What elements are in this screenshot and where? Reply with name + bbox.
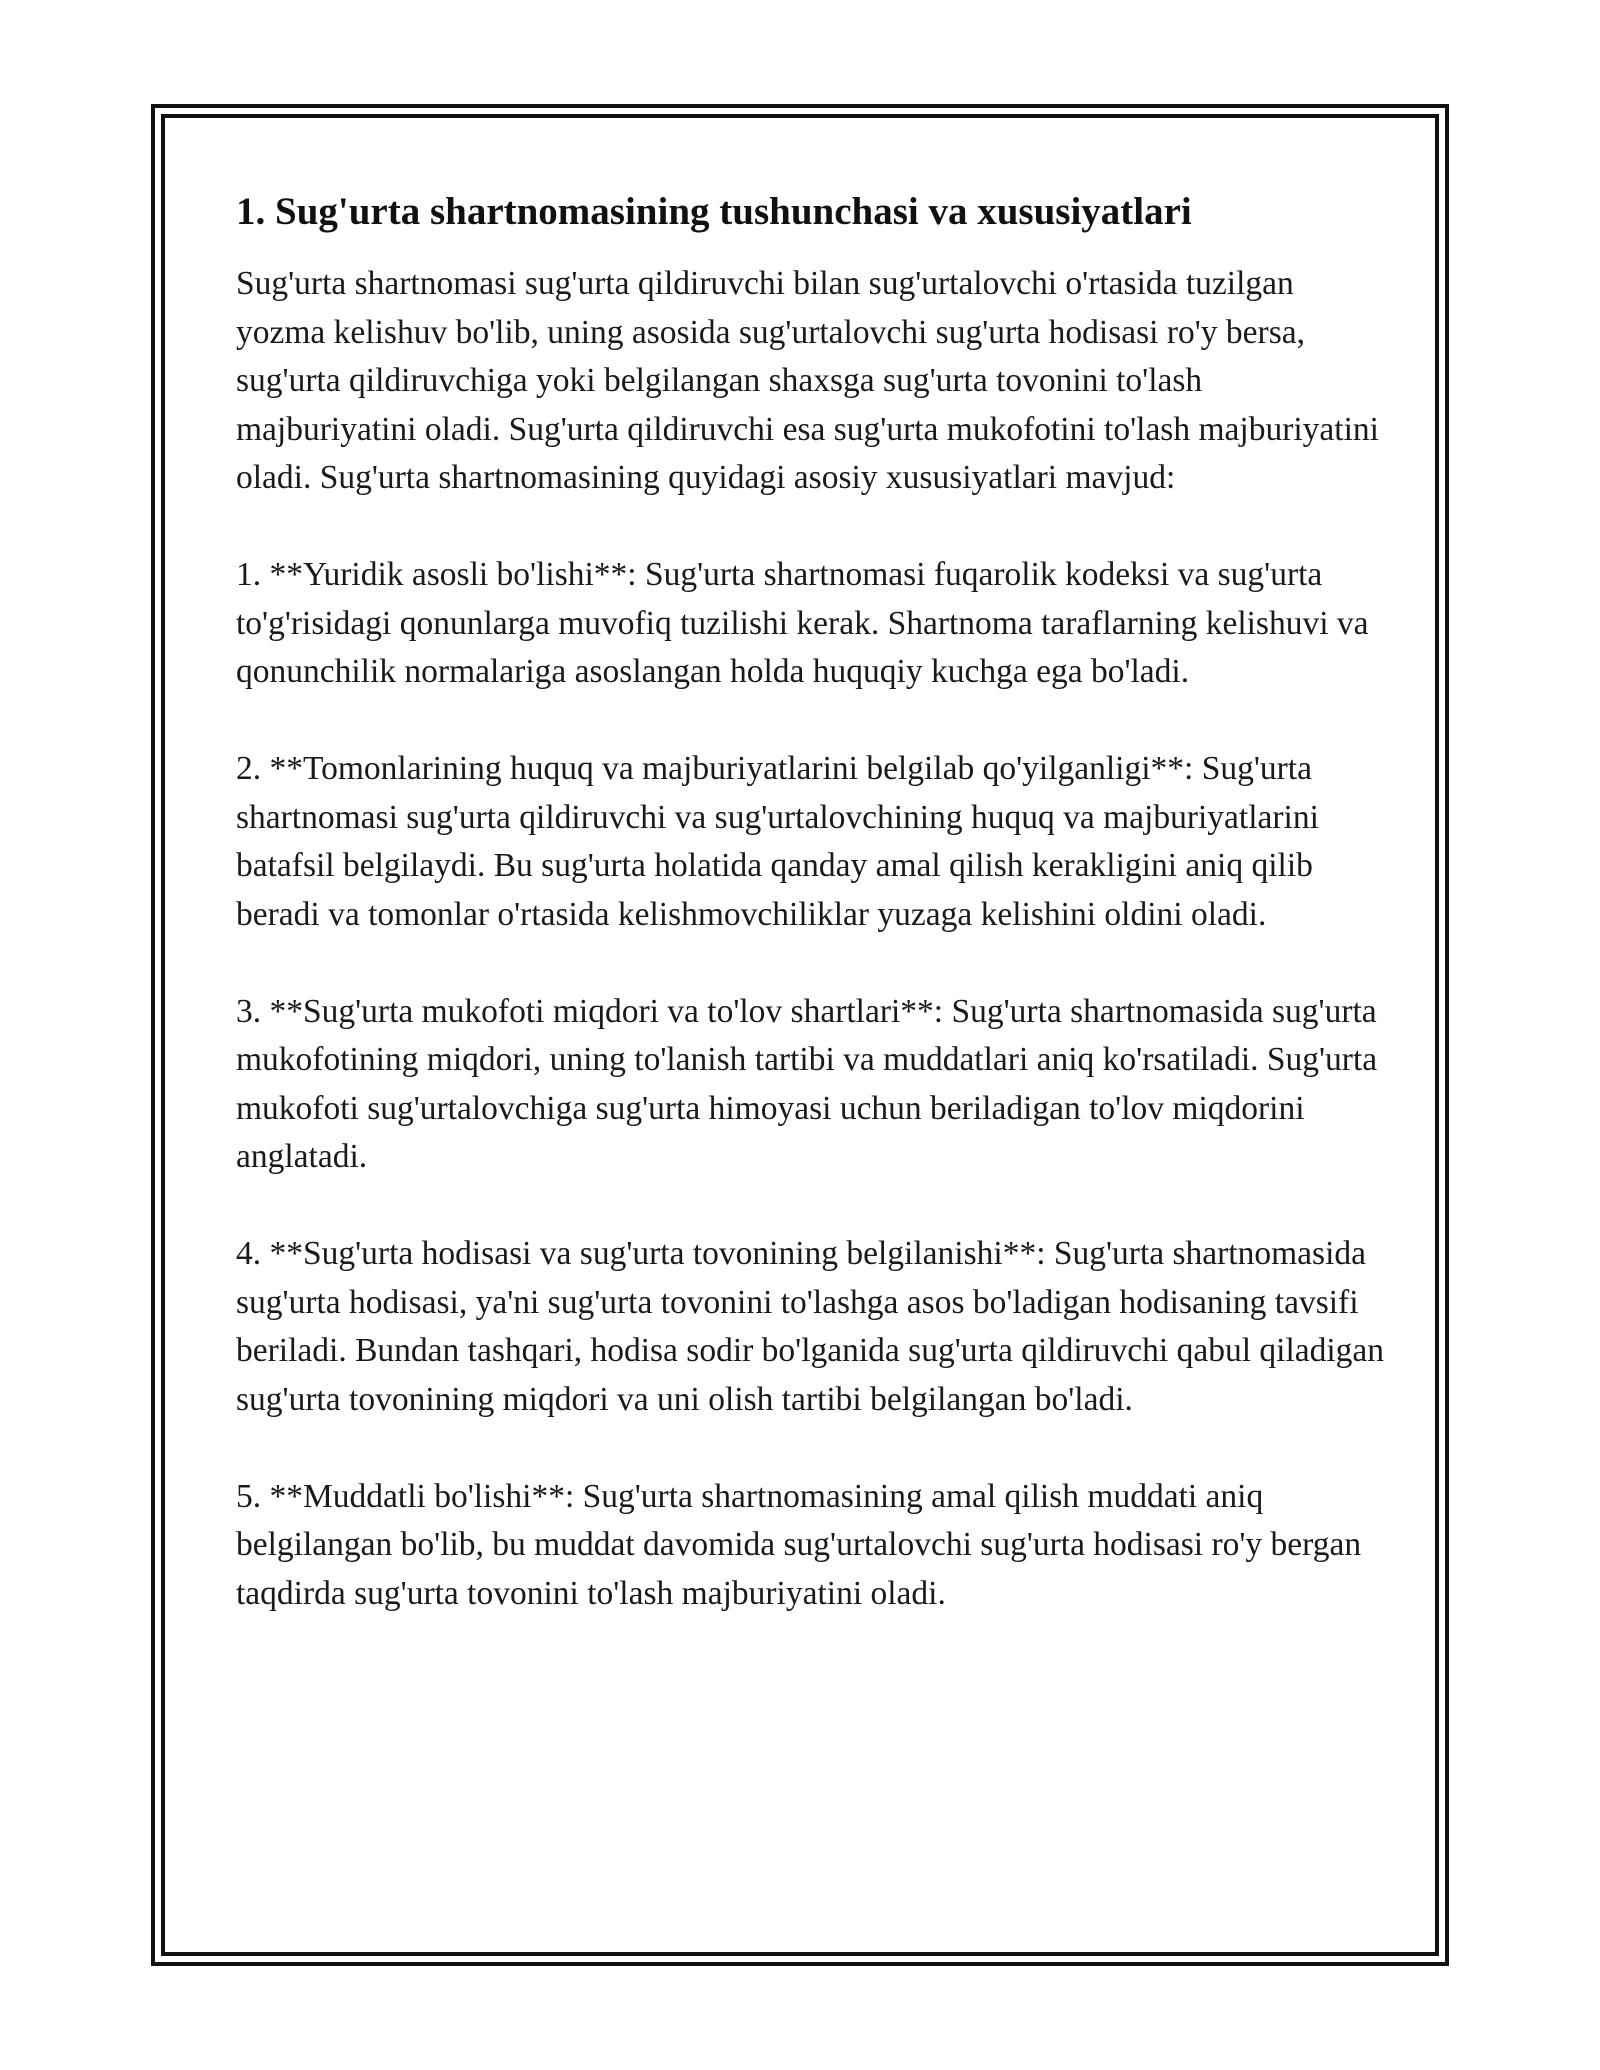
- feature-paragraph-1: 1. **Yuridik asosli bo'lishi**: Sug'urta shartnomasi fuqarolik kodeksi va sug'urta to'g'risidagi qonunlarga muvofiq tuzilishi kerak. Shartnoma taraflarning kelishuvi va qonunchilik normalariga asoslangan holda huquqiy kuchga ega bo'ladi.: [236, 556, 1369, 690]
- feature-paragraph-2: 2. **Tomonlarining huquq va majburiyatlarini belgilab qo'yilganligi**: Sug'urta shartnomasi sug'urta qildiruvchi va sug'urtalovchining huquq va majburiyatlarini batafsil belgilaydi. Bu sug'urta holatida qanday amal qilish kerakligini aniq qilib beradi va tomonlar o'rtasida kelishmovchiliklar yuzaga kelishini oldini oladi.: [236, 750, 1319, 933]
- feature-paragraph-3: 3. **Sug'urta mukofoti miqdori va to'lov shartlari**: Sug'urta shartnomasida sug'urta mukofotining miqdori, uning to'lanish tartibi va muddatlari aniq ko'rsatiladi. Sug'urta mukofoti sug'urtalovchiga sug'urta himoyasi uchun beriladigan to'lov miqdorini anglatadi.: [236, 992, 1378, 1175]
- intro-paragraph: Sug'urta shartnomasi sug'urta qildiruvchi bilan sug'urtalovchi o'rtasida tuzilgan yozma kelishuv bo'lib, uning asosida sug'urtalovchi sug'urta hodisasi ro'y bersa, sug'urta qildiruvchiga yoki belgilangan shaxsga sug'urta tovonini to'lash majburiyatini oladi. Sug'urta qildiruvchi esa sug'urta mukofotini to'lash majburiyatini oladi. Sug'urta shartnomasining quyidagi asosiy xususiyatlari mavjud:: [236, 265, 1379, 496]
- feature-paragraph-4: 4. **Sug'urta hodisasi va sug'urta tovonining belgilanishi**: Sug'urta shartnomasida sug'urta hodisasi, ya'ni sug'urta tovonini to'lashga asos bo'ladigan hodisaning tavsifi beriladi. Bundan tashqari, hodisa sodir bo'lganida sug'urta qildiruvchi qabul qiladigan sug'urta tovonining miqdori va uni olish tartibi belgilangan bo'ladi.: [236, 1235, 1385, 1418]
- feature-paragraph-5: 5. **Muddatli bo'lishi**: Sug'urta shartnomasining amal qilish muddati aniq belgilangan bo'lib, bu muddat davomida sug'urtalovchi sug'urta hodisasi ro'y bergan taqdirda sug'urta tovonini to'lash majburiyatini oladi.: [236, 1477, 1362, 1612]
- document-body: [236, 188, 1386, 1667]
- document-title: 1. Sug'urta shartnomasining tushunchasi va xususiyatlari: [236, 190, 1192, 233]
